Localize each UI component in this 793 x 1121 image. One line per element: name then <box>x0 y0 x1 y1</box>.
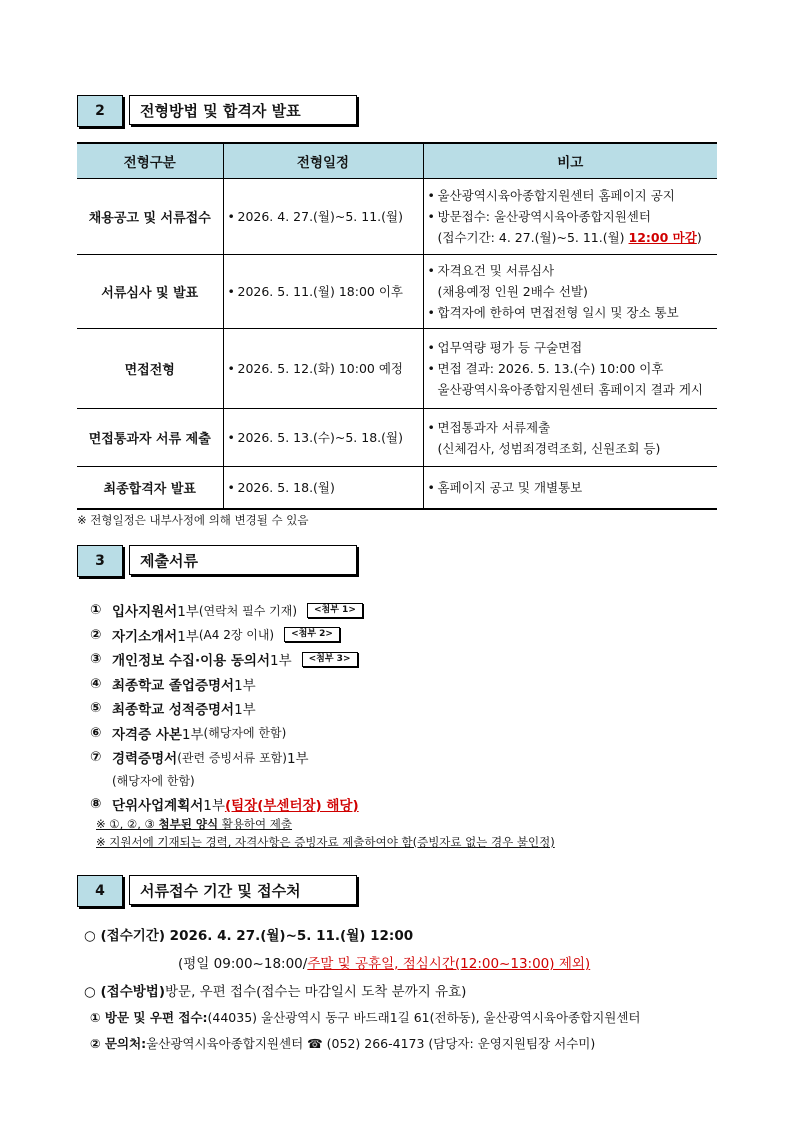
list-item: ① 입사지원서 1부 (연락처 필수 기재) <첨부 1> <box>90 598 555 623</box>
section-title: 서류접수 기간 및 접수처 <box>129 875 357 905</box>
note-cell: • 자격요건 및 서류심사 (채용예정 인원 2배수 선발) • 합격자에 한하여 면접전형 일시 및 장소 통보 <box>423 255 717 329</box>
section-title: 제출서류 <box>129 545 357 575</box>
receipt-address: ① 방문 및 우편 접수: (44035) 울산광역시 동구 바드래1길 61(전하동), 울산광역시육아종합지원센터 <box>90 1010 641 1025</box>
note-cell: • 면접통과자 서류제출 (신체검사, 성범죄경력조회, 신원조회 등) <box>423 409 717 467</box>
note-cell: • 업무역량 평가 등 구술면접 • 면접 결과: 2026. 5. 13.(수) 10:00 이후 울산광역시육아종합지원센터 홈페이지 결과 게시 <box>423 329 717 409</box>
section-title: 전형방법 및 합격자 발표 <box>129 95 357 125</box>
category-cell: 면접전형 <box>77 329 223 409</box>
schedule-cell: • 2026. 5. 11.(월) 18:00 이후 <box>223 255 423 329</box>
note-cell: • 홈페이지 공고 및 개별통보 <box>423 467 717 509</box>
section-number: 3 <box>77 545 123 577</box>
table-row <box>77 467 717 509</box>
category-cell: 서류심사 및 발표 <box>77 255 223 329</box>
category-cell: 채용공고 및 서류접수 <box>77 179 223 255</box>
note-cell: • 울산광역시육아종합지원센터 홈페이지 공지 • 방문접수: 울산광역시육아종합지원센터 (접수기간: 4. 27.(월)~5. 11.(월) 12:00 마감) <box>423 179 717 255</box>
list-item: ⑦ 경력증명서 (관련 증빙서류 포함) 1부 <box>90 749 309 768</box>
category-cell: 최종합격자 발표 <box>77 467 223 509</box>
document-note: ※ ①, ②, ③ 첨부된 양식 활용하여 제출 <box>96 817 293 831</box>
documents-list <box>90 598 555 852</box>
schedule-cell: • 2026. 5. 13.(수)~5. 18.(월) <box>223 409 423 467</box>
list-item: ⑤ 최종학교 성적증명서 1부 <box>90 700 256 719</box>
receipt-hours: (평일 09:00~18:00/ 주말 및 공휴일, 점심시간(12:00~13:00) 제외) <box>178 956 591 972</box>
attachment-tag: <첨부 3> <box>302 652 358 667</box>
category-cell: 면접통과자 서류 제출 <box>77 409 223 467</box>
receipt-method: ○ (접수방법) 방문, 우편 접수(접수는 마감일시 도착 분까지 유효) <box>84 984 467 1000</box>
table-row <box>77 409 717 467</box>
table-header-row <box>77 143 717 179</box>
section-number: 4 <box>77 875 123 907</box>
list-item: ③ 개인정보 수집·이용 동의서 1부 <첨부 3> <box>90 647 555 672</box>
table-row <box>77 179 717 255</box>
section-number: 2 <box>77 95 123 127</box>
schedule-footnote: ※ 전형일정은 내부사정에 의해 변경될 수 있음 <box>77 513 309 527</box>
receipt-period: ○ (접수기간) 2026. 4. 27.(월)~5. 11.(월) 12:00 <box>84 928 414 944</box>
list-item: ⑧ 단위사업계획서 1부 (팀장(부센터장) 해당) <box>90 795 359 814</box>
list-item: ④ 최종학교 졸업증명서 1부 <box>90 675 256 694</box>
schedule-cell: • 2026. 5. 18.(월) <box>223 467 423 509</box>
receipt-contact: ② 문의처: 울산광역시육아종합지원센터 ☎ (052) 266-4173 (담당자: 운영지원팀장 서수미) <box>90 1036 596 1051</box>
column-header: 전형구분 <box>77 143 223 179</box>
column-header: 전형일정 <box>223 143 423 179</box>
receipt-info <box>84 920 641 1056</box>
list-item: ② 자기소개서 1부 (A4 2장 이내) <첨부 2> <box>90 623 555 648</box>
schedule-cell: • 2026. 5. 12.(화) 10:00 예정 <box>223 329 423 409</box>
attachment-tag: <첨부 2> <box>284 627 340 642</box>
table-row <box>77 329 717 409</box>
schedule-cell: • 2026. 4. 27.(월)~5. 11.(월) <box>223 179 423 255</box>
column-header: 비고 <box>423 143 717 179</box>
document-note: ※ 지원서에 기재되는 경력, 자격사항은 증빙자료 제출하여야 함(증빙자료 없는 경우 불인정) <box>96 835 555 849</box>
attachment-tag: <첨부 1> <box>307 603 363 618</box>
schedule-table <box>77 142 717 510</box>
list-item-continuation: (해당자에 한함) <box>112 774 195 788</box>
table-row <box>77 255 717 329</box>
list-item: ⑥ 자격증 사본 1부 (해당자에 한함) <box>90 724 287 743</box>
